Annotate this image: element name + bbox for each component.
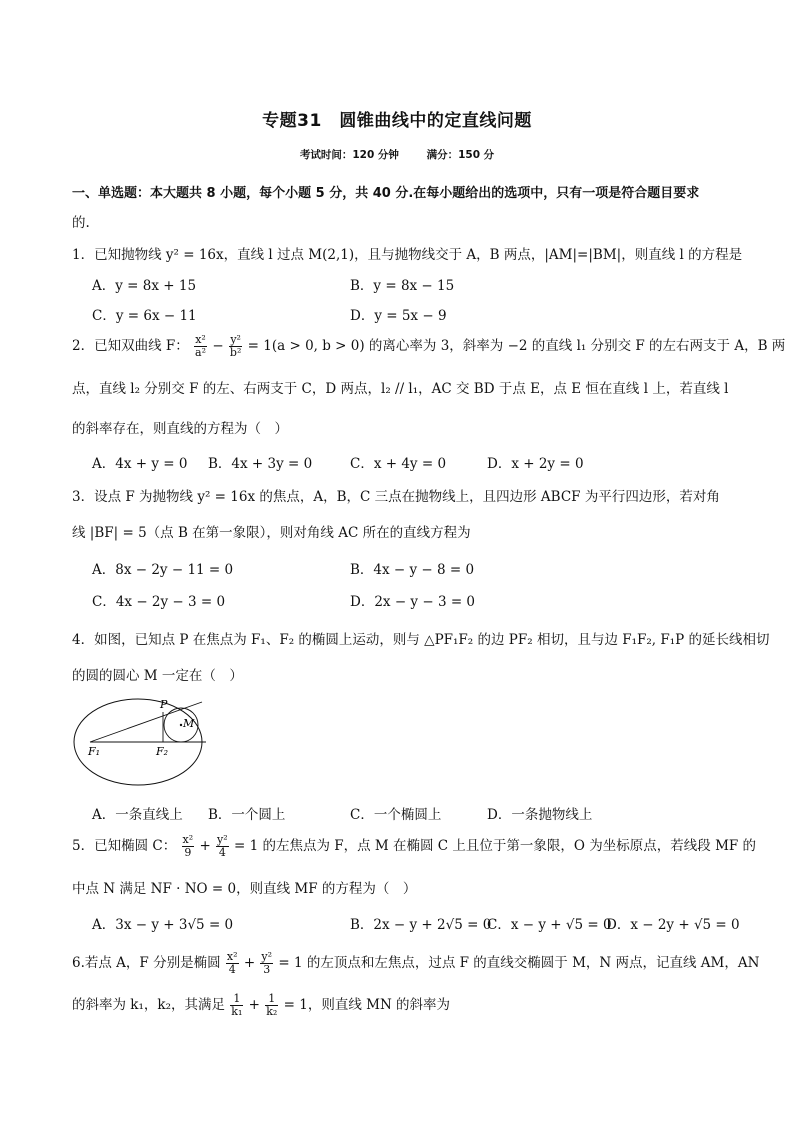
q2-option-b: B．4x + 3y = 0 [208,456,313,472]
q6-post-2: = 1，则直线 MN 的斜率为 [283,997,451,1013]
q5-pre: 5．已知椭圆 C： [72,838,177,854]
q5-option-d: D．x − 2y + √5 = 0 [606,917,740,933]
q6-pre: 6.若点 A，F 分别是椭圆 [72,955,221,971]
q2-option-c: C．x + 4y = 0 [350,456,447,472]
q1-option-a: A．y = 8x + 15 [92,278,197,294]
question-3-line-1: 3．设点 F 为抛物线 y² = 16x 的焦点，A，B，C 三点在抛物线上，且四边形 ABCF 为平行四边形，若对角 [72,489,720,505]
q5-post: = 1 的左焦点为 F，点 M 在椭圆 C 上且位于第一象限，O 为坐标原点，若线段 MF 的 [233,838,757,854]
q5-frac-x: $\frac{\text{x²}}{9}$ [182,833,194,859]
q6-frac-y: $\frac{\text{y²}}{3}$ [261,950,273,976]
exam-score: 满分：150 分 [426,149,495,161]
q5-option-c: C．x − y + √5 = 0 [487,917,612,933]
question-6-line-1 [72,951,759,976]
q5-plus: + [199,838,211,854]
label-p: P [160,698,168,711]
q6-pre-2: 的斜率为 k₁，k₂，其满足 [72,997,225,1013]
q1-option-c: C．y = 6x − 11 [92,308,197,324]
q4-option-a: A．一条直线上 [92,807,183,823]
q3-option-a: A．8x − 2y − 11 = 0 [92,562,234,578]
q6-frac-k1: $\frac{1}{\text{k₁}}$ [231,992,243,1018]
q2-frac-x: $\frac{\text{x²}}{\text{a²}}$ [195,333,207,359]
section-heading-cont: 的. [72,215,90,231]
q2-pre: 2．已知双曲线 F： [72,338,189,354]
center-m-dot [180,724,182,726]
q6-frac-k2: $\frac{1}{\text{k₂}}$ [266,992,278,1018]
q5-option-b: B．2x − y + 2√5 = 0 [350,917,492,933]
q5-frac-y: $\frac{\text{y²}}{4}$ [217,833,228,859]
q2-minus: − [212,338,224,354]
q3-option-d: D．2x − y − 3 = 0 [350,594,476,610]
exam-time: 考试时间：120 分钟 [299,149,399,161]
ellipse-figure [70,695,220,795]
section-heading: 一、单选题：本大题共 8 小题，每个小题 5 分，共 40 分.在每小题给出的选项中，只有一项是符合题目要求 [72,186,700,201]
q4-option-c: C．一个椭圆上 [350,807,442,823]
question-2-line-3: 的斜率存在，则直线的方程为（ ） [72,421,288,437]
q5-option-a: A．3x − y + 3√5 = 0 [92,917,234,933]
question-2-line-2: 点，直线 l₂ 分别交 F 的左、右两支于 C，D 两点，l₂ // l₁，AC 交 BD 于点 E，点 E 恒在直线 l 上，若直线 l [72,381,729,397]
q2-post: = 1(a > 0, b > 0) 的离心率为 3，斜率为 −2 的直线 l₁ 分别交 F 的左右两支于 A，B 两 [247,338,786,354]
q1-option-d: D．y = 5x − 9 [350,308,447,324]
question-5-line-1 [72,834,756,859]
q6-plus: + [243,955,256,971]
q3-option-b: B．4x − y − 8 = 0 [350,562,475,578]
q6-post: = 1 的左顶点和左焦点，过点 F 的直线交椭圆于 M，N 两点，记直线 AM，AN [278,955,760,971]
question-3-line-2: 线 |BF| = 5（点 B 在第一象限），则对角线 AC 所在的直线方程为 [72,525,471,541]
label-f2: F₂ [156,745,169,758]
label-f1: F₁ [88,745,101,758]
q1-option-b: B．y = 8x − 15 [350,278,455,294]
exam-info [0,147,794,162]
q6-frac-x: $\frac{\text{x²}}{4}$ [226,950,238,976]
q4-option-b: B．一个圆上 [208,807,286,823]
q2-frac-y: $\frac{\text{y²}}{\text{b²}}$ [229,333,242,359]
question-4-line-2: 的圆的圆心 M 一定在（ ） [72,668,243,684]
question-4-line-1: 4．如图，已知点 P 在焦点为 F₁、F₂ 的椭圆上运动，则与 △PF₁F₂ 的边 PF₂ 相切，且与边 F₁F₂, F₁P 的延长线相切 [72,632,770,648]
question-1-text: 1．已知抛物线 y² = 16x，直线 l 过点 M(2,1)，且与抛物线交于 A，B 两点，|AM|=|BM|，则直线 l 的方程是 [72,247,743,263]
page-title: 专题31 圆锥曲线中的定直线问题 [262,111,532,131]
q2-option-d: D．x + 2y = 0 [487,456,584,472]
question-2-line-1 [72,334,785,359]
question-6-line-2: 的斜率为 k₁，k₂，其满足 $\frac{1}{\text{k₁}}$ + $\frac{1}{\text{k₂}}$ = 1，则直线 MN 的斜率为 [72,992,451,1018]
q2-option-a: A．4x + y = 0 [92,456,188,472]
q4-option-d: D．一条抛物线上 [487,807,593,823]
q3-option-c: C．4x − 2y − 3 = 0 [92,594,226,610]
label-m: M [183,717,195,730]
question-5-line-2: 中点 N 满足 NF · NO = 0，则直线 MF 的方程为（ ） [72,881,417,897]
